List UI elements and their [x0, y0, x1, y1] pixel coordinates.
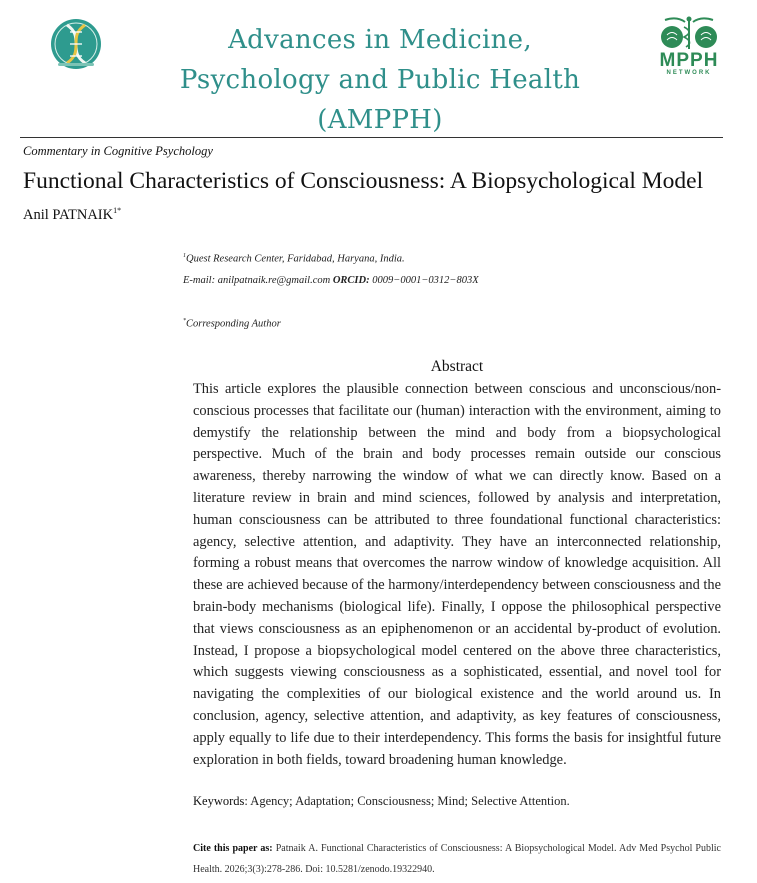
keywords-text: : Agency; Adaptation; Consciousness; Mind; Selective Attention. [244, 794, 570, 808]
journal-title-line-1: Advances in Medicine, [228, 25, 532, 55]
journal-title-line-3: (AMPPH) [317, 105, 443, 135]
abstract-text: This article explores the plausible connection between conscious and unconscious/non-conscious processes that facilitate our (human) interaction with the environment, aiming to demystify the relationship between the mind and body from a biopsychological perspective. Much of the brain and body processes remain outside our conscious awareness, thereby narrowing the window of what we can directly know. Based on a literature review in brain and mind sciences, followed by analysis and interpretation, human consciousness can be attributed to three foundational functional characteristics: agency, selective attention, and adaptivity. They have an interconnected relationship, forming a robust means that overcomes the narrow window of knowledge acquisition. All these are achieved because of the harmony/interdependency between consciousness and the brain-body mechanisms (biological life). Finally, I oppose the philosophical perspective that views consciousness as an epiphenomenon or an accidental by-product of evolution. Instead, I propose a biopsychological model centered on the above three characteristics, which suggests viewing consciousness as a sophisticated, essential, and novel tool for navigating the complexities of our biological existence and the world around us. In conclusion, agency, selective attention, and adaptivity, as key features of consciousness, apply equally to life due to their interdependency. This forms the basis for insightful future exploration in both fields, toward broadening human knowledge. [193, 381, 721, 768]
corresponding-text: Corresponding Author [186, 318, 281, 330]
article-section: Commentary in Cognitive Psychology [23, 144, 213, 158]
journal-title-line-2: Psychology and Public Health [179, 65, 581, 95]
citation [193, 838, 721, 880]
affiliation-text: Quest Research Center, Faridabad, Haryana, India. [186, 253, 405, 265]
orcid-value: 0009−0001−0312−803X [372, 275, 479, 286]
header-divider [20, 137, 723, 138]
author-line [23, 206, 121, 224]
contact-line [183, 275, 479, 286]
author-email: E-mail: anilpatnaik.re@gmail.com [183, 275, 331, 286]
abstract-heading: Abstract [430, 358, 484, 375]
corresponding-superscript: * [183, 318, 186, 324]
publisher-logo-text: MPPH [659, 50, 719, 71]
keywords-label: Keywords [193, 794, 245, 808]
paper-title: Functional Characteristics of Consciousness: A Biopsychological Model [23, 168, 704, 194]
caduceus-icon [655, 15, 723, 51]
author-superscript: 1* [113, 206, 122, 215]
corresponding-note [183, 318, 281, 330]
citation-text: Patnaik A. Functional Characteristics of Consciousness: A Biopsychological Model. Adv Med Psychol Public Health. 2026;3(3):278-286. Doi: 10.5281/zenodo.19322940. [193, 843, 721, 875]
affiliation [183, 253, 405, 265]
citation-label: Cite this paper as: [193, 843, 273, 854]
affiliation-superscript: 1 [183, 253, 186, 259]
publisher-logo-subtext: NETWORK [666, 70, 712, 76]
author-name: Anil PATNAIK [23, 206, 114, 223]
publisher-logo [655, 15, 723, 77]
journal-logo [49, 17, 103, 73]
orcid-label: ORCID: [332, 275, 370, 286]
journal-title [140, 20, 620, 140]
keywords [193, 794, 570, 809]
